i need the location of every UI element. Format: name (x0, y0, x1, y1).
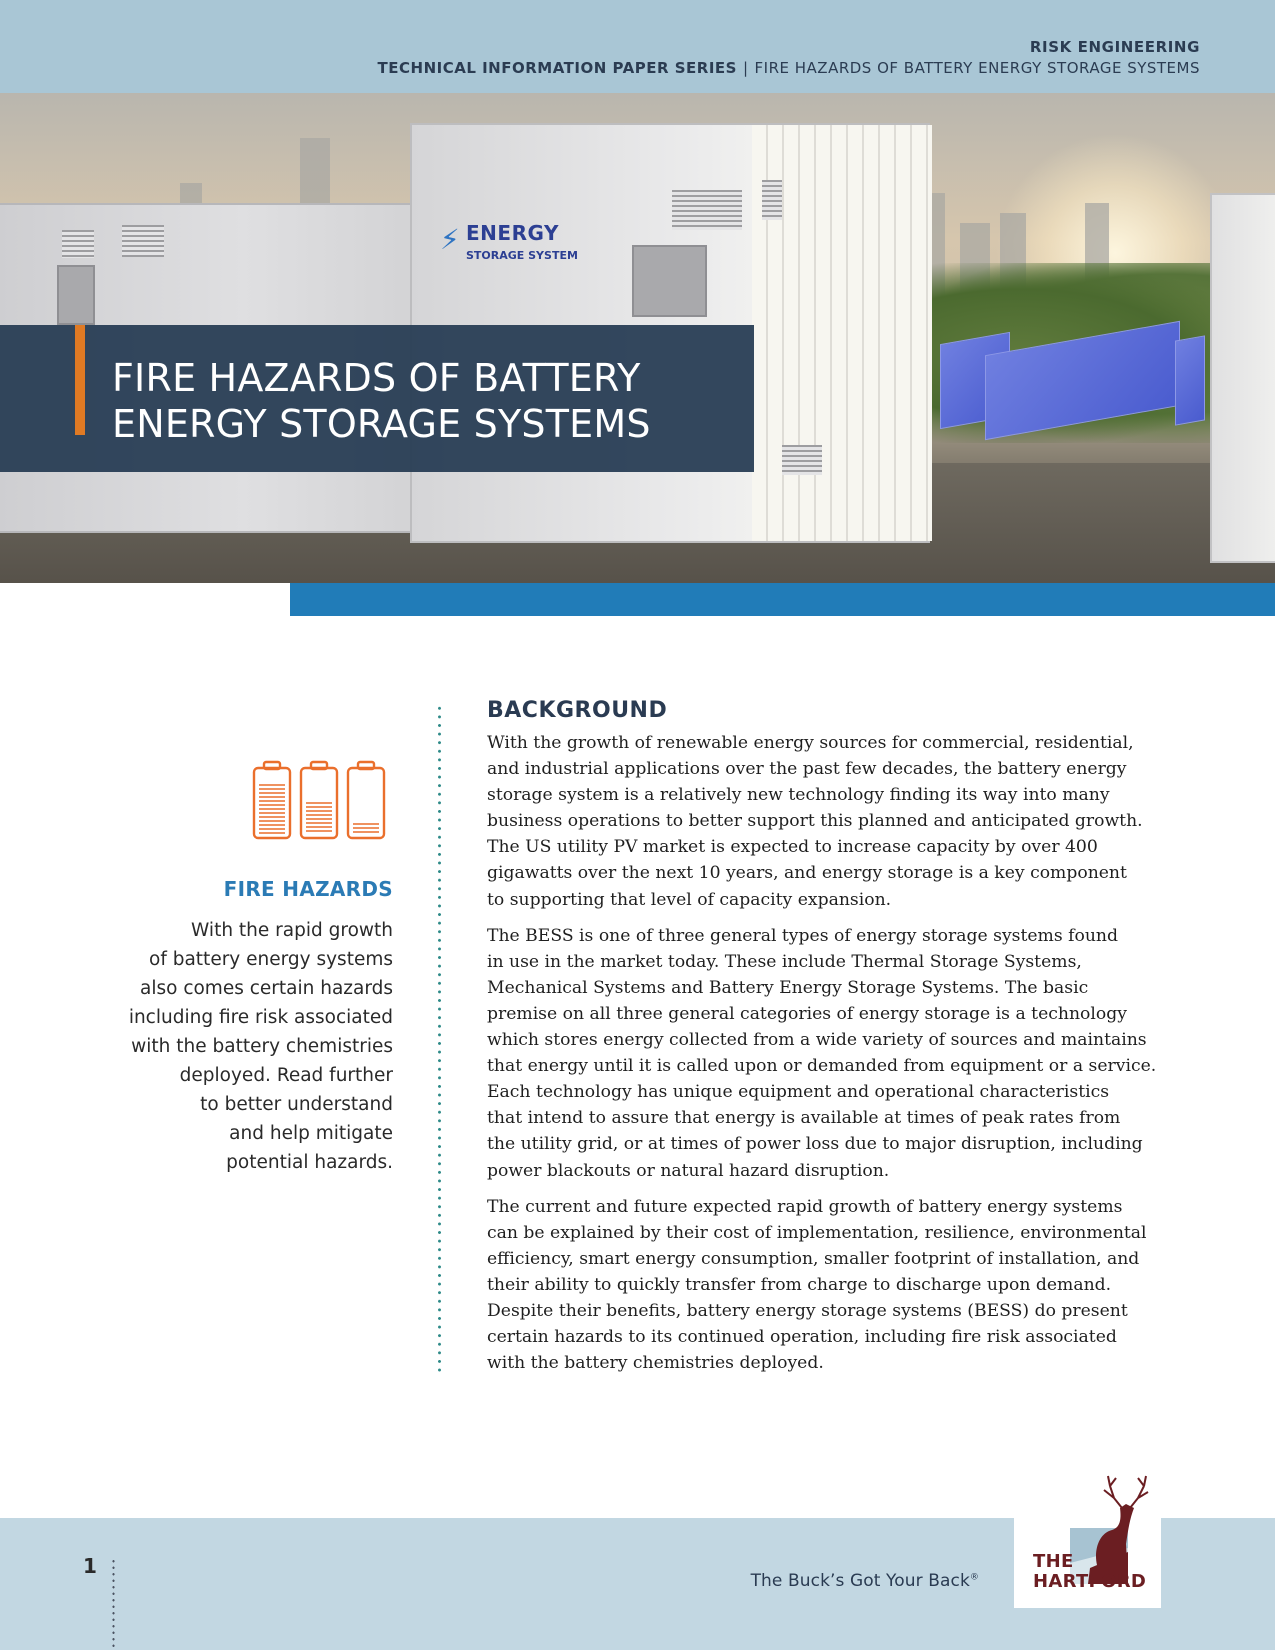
text-line: certain hazards to its continued operation, including fire risk associated (487, 1327, 1117, 1348)
sidebar-line: of battery energy systems (149, 949, 393, 970)
text-line: gigawatts over the next 10 years, and energy storage is a key component (487, 863, 1127, 884)
page-number: 1 (83, 1554, 97, 1578)
text-line: that energy until it is called upon or demanded from equipment or a service. (487, 1056, 1157, 1077)
vent (782, 445, 822, 475)
sidebar-line: and help mitigate (229, 1123, 393, 1144)
blue-accent-stripe (290, 583, 1275, 616)
body-text (487, 730, 1167, 1386)
text-line: efficiency, smart energy consumption, smaller footprint of installation, and (487, 1248, 1140, 1269)
page-title (112, 355, 651, 447)
text-line: premise on all three general categories of energy storage is a technology (487, 1003, 1127, 1024)
text-line: the utility grid, or at times of power loss due to major disruption, including (487, 1134, 1143, 1155)
footer-dotted-divider (112, 1558, 115, 1650)
paragraph-2 (487, 923, 1167, 1184)
text-line: Despite their benefits, battery energy storage systems (BESS) do present (487, 1300, 1128, 1321)
text-line: can be explained by their cost of implementation, resilience, environmental (487, 1222, 1147, 1243)
series-line (378, 59, 1200, 77)
solar-panel (1175, 335, 1205, 425)
dotted-column-divider (438, 704, 441, 1372)
division-label: RISK ENGINEERING (1029, 38, 1200, 56)
title-line-1: FIRE HAZARDS OF BATTERY (112, 356, 641, 400)
sidebar-line: also comes certain hazards (140, 978, 393, 999)
hero-image (0, 93, 1275, 583)
vent (762, 180, 782, 220)
text-line: to supporting that level of capacity expansion. (487, 889, 892, 910)
text-line: Each technology has unique equipment and operational characteristics (487, 1082, 1110, 1103)
header-band (0, 0, 1275, 93)
lightning-icon: ⚡ (440, 223, 460, 256)
registered-mark: ® (969, 1572, 979, 1583)
vent (62, 230, 94, 258)
logo-wordmark (1033, 1552, 1146, 1592)
text-line: The current and future expected rapid growth of battery energy systems (487, 1196, 1123, 1217)
series-label: TECHNICAL INFORMATION PAPER SERIES (377, 59, 737, 77)
sidebar-summary (93, 916, 393, 1177)
text-line: with the battery chemistries deployed. (487, 1353, 824, 1374)
logo-hartford: HARTFORD (1033, 1571, 1147, 1592)
text-line: storage system is a relatively new technology finding its way into many (487, 785, 1110, 806)
vent (122, 225, 164, 257)
control-panel (632, 245, 707, 317)
tagline-text: The Buck’s Got Your Back (750, 1571, 970, 1591)
storage-container-right (1210, 193, 1275, 563)
text-line: The US utility PV market is expected to increase capacity by over 400 (487, 837, 1098, 858)
separator: | (742, 59, 749, 77)
document-title-small: FIRE HAZARDS OF BATTERY ENERGY STORAGE SYSTEMS (754, 59, 1200, 77)
text-line: The BESS is one of three general types of energy storage systems found (487, 925, 1118, 946)
text-line: that intend to assure that energy is available at times of peak rates from (487, 1108, 1121, 1129)
text-line: power blackouts or natural hazard disruption. (487, 1160, 890, 1181)
vent (672, 190, 742, 230)
sidebar-heading: FIRE HAZARDS (223, 877, 393, 901)
section-heading-background: BACKGROUND (487, 698, 668, 723)
energy-storage-sign (440, 221, 578, 262)
text-line: in use in the market today. These include Thermal Storage Systems, (487, 951, 1082, 972)
text-line: their ability to quickly transfer from charge to discharge upon demand. (487, 1274, 1112, 1295)
sidebar-line: to better understand (200, 1094, 393, 1115)
logo-the: THE (1033, 1551, 1074, 1572)
paragraph-1 (487, 730, 1167, 913)
orange-accent-bar (75, 325, 85, 435)
sidebar-line: including fire risk associated (128, 1007, 393, 1028)
control-panel (57, 265, 95, 325)
sidebar-line: with the battery chemistries (131, 1036, 393, 1057)
sidebar-line: deployed. Read further (179, 1065, 393, 1086)
sign-energy: ENERGY (466, 221, 559, 245)
text-line: which stores energy collected from a wide variety of sources and maintains (487, 1030, 1147, 1051)
title-line-2: ENERGY STORAGE SYSTEMS (112, 402, 651, 446)
text-line: With the growth of renewable energy sources for commercial, residential, (487, 733, 1134, 753)
tagline (751, 1571, 979, 1591)
sign-storage-system: STORAGE SYSTEM (466, 249, 578, 262)
sidebar-line: With the rapid growth (191, 920, 393, 941)
paragraph-3 (487, 1194, 1167, 1377)
battery-levels-icon (252, 760, 386, 840)
sidebar-line: potential hazards. (226, 1152, 393, 1173)
text-line: Mechanical Systems and Battery Energy Storage Systems. The basic (487, 977, 1089, 998)
text-line: business operations to better support this planned and anticipated growth. (487, 811, 1143, 832)
title-banner (0, 325, 754, 472)
text-line: and industrial applications over the past few decades, the battery energy (487, 759, 1127, 780)
